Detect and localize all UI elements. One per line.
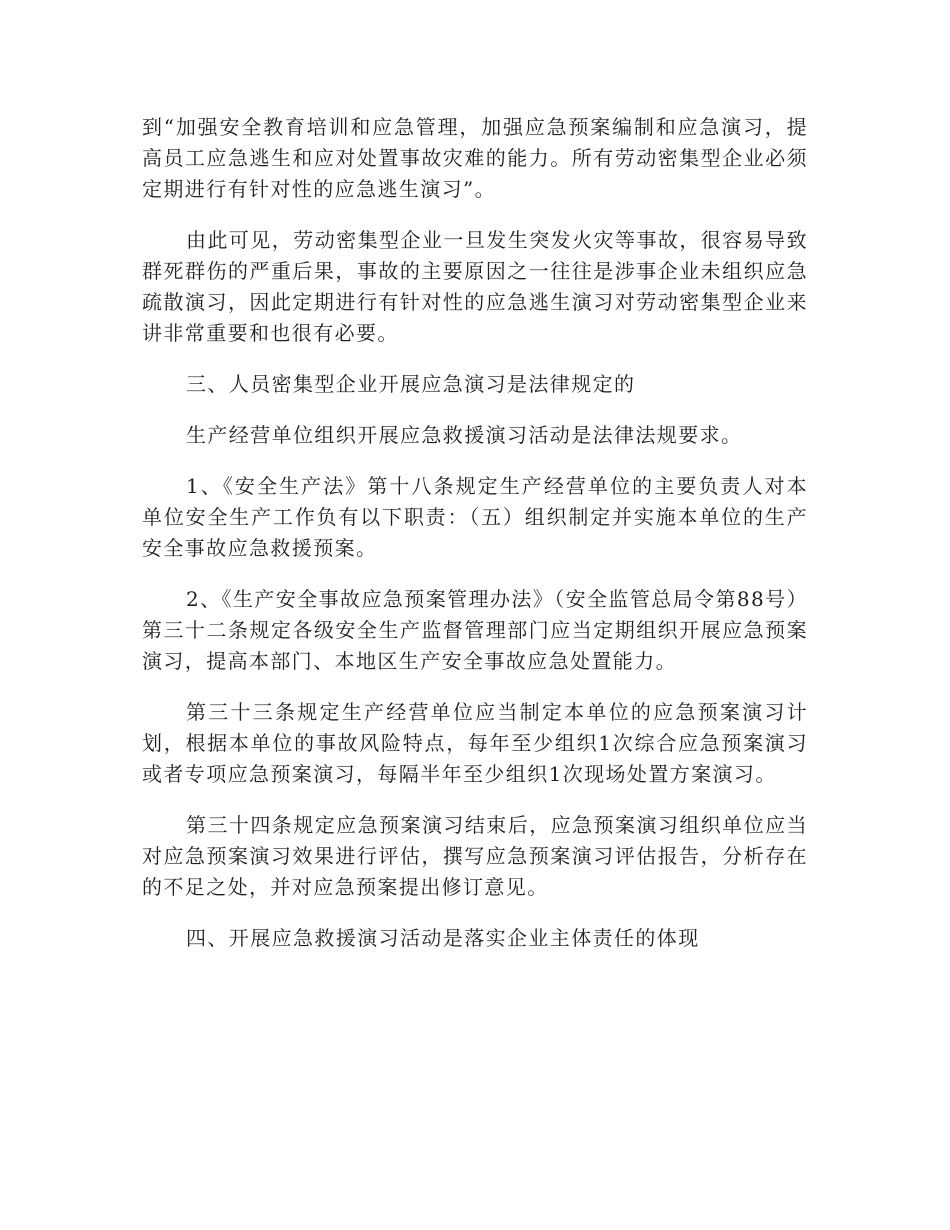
section-heading-3: 三、人员密集型企业开展应急演习是法律规定的 (186, 372, 636, 396)
paragraph-legal-intro: 生产经营单位组织开展应急救援演习活动是法律法规要求。 (186, 423, 743, 447)
paragraph-law-2: 2、《生产安全事故应急预案管理办法》（安全监管总局令第88号）第三十二条规定各级安全生产监督管理部门应当定期组织开展应急预案演习，提高本部门、本地区生产安全事故应急处置能力。 (142, 587, 808, 673)
paragraph-continuation: 到“加强安全教育培训和应急管理，加强应急预案编制和应急演习，提高员工应急逃生和应对处置事故灾难的能力。所有劳动密集型企业必须定期进行有针对性的应急逃生演习”。 (142, 115, 808, 201)
paragraph-conclusion: 由此可见，劳动密集型企业一旦发生突发火灾等事故，很容易导致群死群伤的严重后果，事故的主要原因之一往往是涉事企业未组织应急疏散演习，因此定期进行有针对性的应急逃生演习对劳动密集型企业来讲非常重要和也很有必要。 (142, 228, 808, 345)
paragraph-law-1: 1、《安全生产法》第十八条规定生产经营单位的主要负责人对本单位安全生产工作负有以下职责：（五）组织制定并实施本单位的生产安全事故应急救援预案。 (142, 474, 808, 560)
section-heading-4: 四、开展应急救援演习活动是落实企业主体责任的体现 (186, 926, 700, 950)
document-body (142, 112, 808, 974)
paragraph-article-34: 第三十四条规定应急预案演习结束后，应急预案演习组织单位应当对应急预案演习效果进行评估，撰写应急预案演习评估报告，分析存在的不足之处，并对应急预案提出修订意见。 (142, 813, 808, 899)
paragraph-article-33: 第三十三条规定生产经营单位应当制定本单位的应急预案演习计划，根据本单位的事故风险特点，每年至少组织1次综合应急预案演习或者专项应急预案演习，每隔半年至少组织1次现场处置方案演习。 (142, 700, 808, 786)
